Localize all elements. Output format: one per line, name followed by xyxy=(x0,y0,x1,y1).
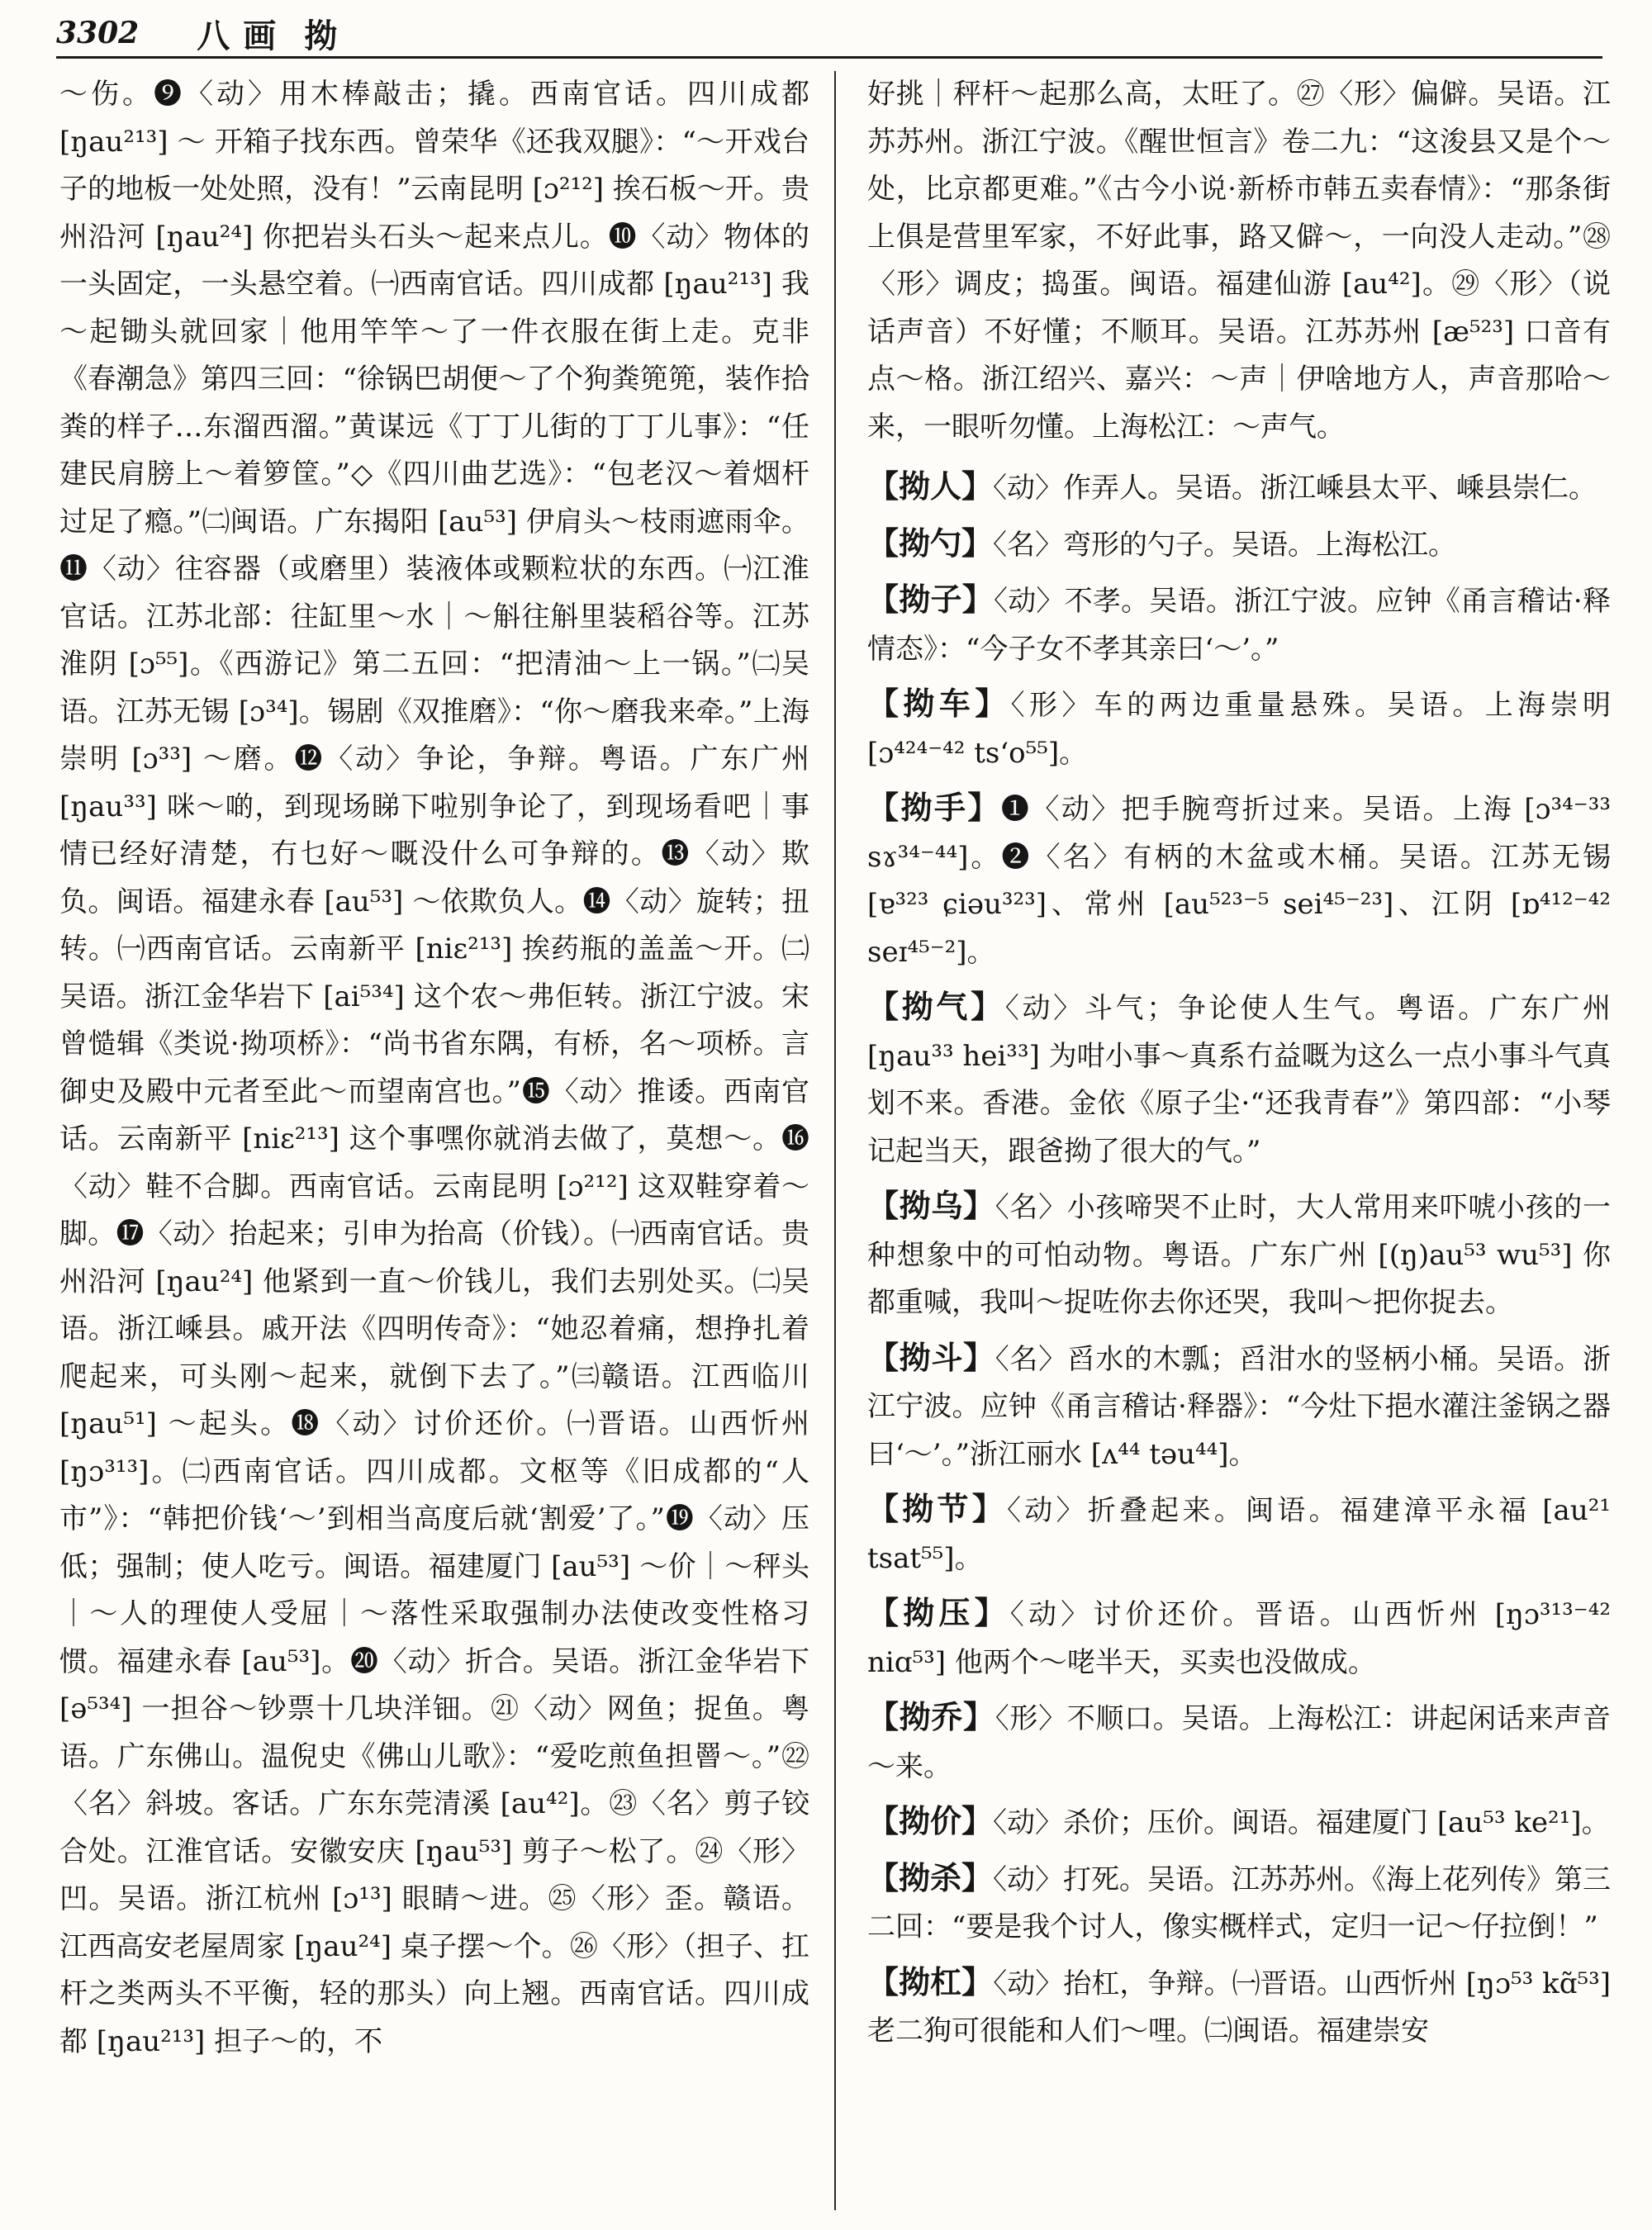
entry-ao-ya xyxy=(867,1589,1611,1687)
entry-headword: 【拗气】 xyxy=(867,988,1005,1025)
stroke-section-label: 八画 xyxy=(197,16,290,55)
entry-headword: 【拗人】 xyxy=(867,467,994,505)
page-header xyxy=(56,10,1602,59)
left-column xyxy=(59,71,809,2218)
right-column-continuation: 好挑｜秤杆～起那么高，太旺了。㉗〈形〉偏僻。吴语。江苏苏州。浙江宁波。《醒世恒言》卷二九：“这浚县又是个～处，比京都更难。”《古今小说·新桥市韩五卖春情》：“那条街上俱是营里军家，不好此事，路又僻～，一向没人走动。”㉘〈形〉调皮；捣蛋。闽语。福建仙游 [au⁴²]。㉙〈形〉（说话声音）不好懂；不顺耳。吴语。江苏苏州 [æ⁵²³] 口音有点～格。浙江绍兴、嘉兴：～声｜伊啥地方人，声音那哈～来，一眼听勿懂。上海松江：～声气。 xyxy=(867,78,1611,444)
entry-headword: 【拗压】 xyxy=(867,1594,1010,1631)
entry-headword: 【拗勺】 xyxy=(867,524,994,562)
entry-ao-wu xyxy=(867,1182,1611,1327)
entry-ao-qi xyxy=(867,983,1611,1175)
entry-ao-gang xyxy=(867,1958,1611,2056)
entry-body: 〈动〉杀价；压价。闽语。福建厦门 [au⁵³ ke²¹]。 xyxy=(993,1806,1610,1839)
page-number: 3302 xyxy=(56,16,140,50)
entry-headword: 【拗手】 xyxy=(867,789,1001,826)
entry-body: 〈动〉斗气；争论使人生气。粤语。广东广州 [ŋau³³ hei³³] 为咁小事～真系冇益嘅为这么一点小事斗气真划不来。香港。金依《原子尘·“还我青春”》第四部：“小琴记起当天，跟爸拗了很大的气。” xyxy=(867,992,1611,1168)
entry-headword: 【拗乌】 xyxy=(867,1187,995,1224)
entry-headword: 【拗节】 xyxy=(867,1490,1007,1527)
right-column xyxy=(867,71,1611,2218)
entry-body: 〈动〉抬杠，争辩。㈠晋语。山西忻州 [ŋɔ⁵³ kɑ̃⁵³] 老二狗可很能和人们～哩。㈡闽语。福建崇安 xyxy=(867,1967,1611,2047)
entry-body: 〈名〉小孩啼哭不止时，大人常用来吓唬小孩的一种想象中的可怕动物。粤语。广东广州 [(ŋ)au⁵³ wu⁵³] 你都重喊，我叫～捉咗你去你还哭，我叫～把你捉去。 xyxy=(867,1191,1611,1319)
entry-ao-dou xyxy=(867,1334,1611,1479)
entry-ao-shou xyxy=(867,784,1611,976)
entry-body: 〈形〉不顺口。吴语。上海松江：讲起闲话来声音～来。 xyxy=(867,1702,1611,1783)
entry-ao-zi xyxy=(867,576,1611,673)
entry-headword: 【拗斗】 xyxy=(867,1338,995,1376)
entry-ao-shao xyxy=(867,520,1611,570)
entry-ao-ren xyxy=(867,463,1611,513)
head-character: 拗 xyxy=(304,16,338,55)
column-divider xyxy=(834,71,836,2210)
entry-body: 〈形〉车的两边重量悬殊。吴语。上海崇明 [ɔ⁴²⁴⁻⁴² tsʻo⁵⁵]。 xyxy=(867,689,1611,770)
entry-body: ❶〈动〉把手腕弯折过来。吴语。上海 [ɔ³⁴⁻³³ sɤ³⁴⁻⁴⁴]。❷〈名〉有柄的木盆或木桶。吴语。江苏无锡 [ɐ³²³ ɕiəu³²³]、常州 [au⁵²³⁻⁵ sei⁴⁵⁻²³]、江阴 [ɒ⁴¹²⁻⁴² seɪ⁴⁵⁻²]。 xyxy=(867,793,1611,969)
entry-headword: 【拗子】 xyxy=(867,581,994,618)
entry-body: 〈动〉折叠起来。闽语。福建漳平永福 [au²¹ tsat⁵⁵]。 xyxy=(867,1494,1611,1575)
entry-body: 〈动〉不孝。吴语。浙江宁波。应钟《甬言稽诂·释情态》：“今子女不孝其亲曰‘～’。” xyxy=(867,585,1611,666)
entry-headword: 【拗乔】 xyxy=(867,1698,995,1735)
entry-headword: 【拗价】 xyxy=(867,1802,994,1839)
left-column-text: ～伤。❾〈动〉用木棒敲击；撬。西南官话。四川成都 [ŋau²¹³] ～ 开箱子找东西。曾荣华《还我双腿》：“～开戏台子的地板一处处照，没有！”云南昆明 [ɔ²¹²] 挨石板～开。贵州沿河 [ŋau²⁴] 你把岩头石头～起来点儿。❿〈动〉物体的一头固定，一头悬空着。㈠西南官话。四川成都 [ŋau²¹³] 我～起锄头就回家｜他用竿竿～了一件衣服在街上走。克非《春潮急》第四三回：“徐锅巴胡便～了个狗粪篼篼，装作拾粪的样子…东溜西溜。”黄谋远《丁丁儿街的丁丁儿事》：“任建民肩膀上～着箩筐。”◇《四川曲艺选》：“包老汉～着烟杆过足了瘾。”㈡闽语。广东揭阳 [au⁵³] 伊肩头～枝雨遮雨伞。⓫〈动〉往容器（或磨里）装液体或颗粒状的东西。㈠江淮官话。江苏北部：往缸里～水｜～斛往斛里装稻谷等。江苏淮阴 [ɔ⁵⁵]。《西游记》第二五回：“把清油～上一锅。”㈡吴语。江苏无锡 [ɔ³⁴]。锡剧《双推磨》：“你～磨我来牵。”上海崇明 [ɔ³³] ～磨。⓬〈动〉争论，争辩。粤语。广东广州 [ŋau³³] 咪～啲，到现场睇下啦别争论了，到现场看吧｜事情已经好清楚，冇乜好～嘅没什么可争辩的。⓭〈动〉欺负。闽语。福建永春 [au⁵³] ～依欺负人。⓮〈动〉旋转；扭转。㈠西南官话。云南新平 [niɛ²¹³] 挨药瓶的盖盖～开。㈡吴语。浙江金华岩下 [ai⁵³⁴] 这个农～弗佢转。浙江宁波。宋曾慥辑《类说·拗项桥》：“尚书省东隅，有桥，名～项桥。言御史及殿中元者至此～而望南宫也。”⓯〈动〉推诿。西南官话。云南新平 [niɛ²¹³] 这个事嘿你就消去做了，莫想～。⓰〈动〉鞋不合脚。西南官话。云南昆明 [ɔ²¹²] 这双鞋穿着～脚。⓱〈动〉抬起来；引申为抬高（价钱）。㈠西南官话。贵州沿河 [ŋau²⁴] 他紧到一直～价钱儿，我们去别处买。㈡吴语。浙江嵊县。戚开法《四明传奇》：“她忍着痛，想挣扎着爬起来，可头刚～起来，就倒下去了。”㈢赣语。江西临川 [ŋau⁵¹] ～起头。⓲〈动〉讨价还价。㈠晋语。山西忻州 [ŋɔ³¹³]。㈡西南官话。四川成都。文枢等《旧成都的“人市”》：“韩把价钱‘～’到相当高度后就‘割爱’了。”⓳〈动〉压低；强制；使人吃亏。闽语。福建厦门 [au⁵³] ～价｜～秤头｜～人的理使人受屈｜～落性采取强制办法使改变性格习惯。福建永春 [au⁵³]。⓴〈动〉折合。吴语。浙江金华岩下 [ə⁵³⁴] 一担谷～钞票十几块洋钿。㉑〈动〉网鱼；捉鱼。粤语。广东佛山。温倪史《佛山儿歌》：“爱吃煎鱼担罾～。”㉒〈名〉斜坡。客话。广东东莞清溪 [au⁴²]。㉓〈名〉剪子铰合处。江淮官话。安徽安庆 [ŋau⁵³] 剪子～松了。㉔〈形〉凹。吴语。浙江杭州 [ɔ¹³] 眼睛～进。㉕〈形〉歪。赣语。江西高安老屋周家 [ŋau²⁴] 桌子摆～个。㉖〈形〉（担子、扛杆之类两头不平衡，轻的那头）向上翘。西南官话。四川成都 [ŋau²¹³] 担子～的，不 xyxy=(59,78,809,2058)
entry-headword: 【拗杠】 xyxy=(867,1962,994,2000)
entry-ao-sha xyxy=(867,1854,1611,1952)
entry-body: 〈动〉讨价还价。晋语。山西忻州 [ŋɔ³¹³⁻⁴² niɑ⁵³] 他两个～咾半天，买卖也没做成。 xyxy=(867,1598,1611,1679)
entry-ao-jia xyxy=(867,1797,1611,1848)
entry-ao-qiao xyxy=(867,1693,1611,1791)
entry-body: 〈名〉舀水的木瓢；舀泔水的竖柄小桶。吴语。浙江宁波。应钟《甬言稽诂·释器》：“今灶下挹水灌注釜锅之器曰‘～’。”浙江丽水 [ʌ⁴⁴ təu⁴⁴]。 xyxy=(867,1342,1611,1471)
entry-headword: 【拗杀】 xyxy=(867,1858,994,1896)
entry-body: 〈动〉打死。吴语。江苏苏州。《海上花列传》第三二回：“要是我个讨人，像实概样式，定归一记～仔拉倒！” xyxy=(867,1862,1611,1943)
entry-body: 〈名〉弯形的勺子。吴语。上海松江。 xyxy=(993,528,1457,562)
entry-ao-jie xyxy=(867,1485,1611,1582)
entry-ao-che xyxy=(867,680,1611,777)
entry-body: 〈动〉作弄人。吴语。浙江嵊县太平、嵊县崇仁。 xyxy=(993,472,1597,505)
entry-headword: 【拗车】 xyxy=(867,685,1011,722)
